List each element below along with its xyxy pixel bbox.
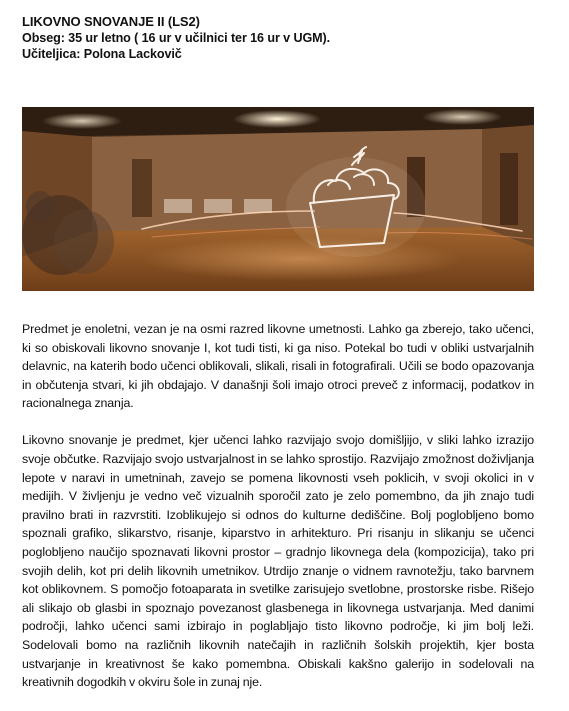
light-painting-photo bbox=[22, 107, 534, 291]
teacher-name: Učiteljica: Polona Lackovič bbox=[22, 47, 182, 61]
course-scope: Obseg: 35 ur letno ( 16 ur v učilnici ter 16 ur v UGM). bbox=[22, 31, 331, 45]
document-header bbox=[22, 14, 552, 62]
body-text bbox=[22, 320, 534, 692]
page-title: LIKOVNO SNOVANJE II (LS2) bbox=[22, 14, 200, 29]
paragraph-intro: Predmet je enoletni, vezan je na osmi razred likovne umetnosti. Lahko ga zberejo, tako učenci, ki so obiskovali likovno snovanje I, kot tudi tisti, ki ga niso. Potekal bo tudi v obliki ustvarjalnih delavnic, na katerih bodo učenci oblikovali, slikali, risali in fotografirali. Učili se bodo opazovanja in občutenja stvari, ki jih obdajajo. V današnji šoli imajo otroci preveč z informacij, podatkov in racionalnega znanja. bbox=[22, 322, 534, 411]
paragraph-description: Likovno snovanje je predmet, kjer učenci lahko razvijajo svojo domišljijo, v sliki lahko izrazijo svoje občutke. Razvijajo svojo ustvarjalnost in se lahko sprostijo. Razvijajo zmožnost doživljanja lepote v naravi in umetninah, zavejo se pomena likovnosti vseh poklicih, v svoji okolici in v medijih. V življenju je vedno več vizualnih sporočil zato je zelo pomembno, da jih znajo tudi pravilno brati in razvrstiti. Izoblikujejo si odnos do kulturne dediščine. Bolj poglobljeno bomo spoznali grafiko, slikarstvo, risanje, kiparstvo in arhitekturo. Pri risanju in slikanju se učenci poglobljeno naučijo spoznavati likovni prostor – gradnjo likovnega dela (kompozicija), tako pri svojih delih, kot pri delih likovnih umetnikov. Utrdijo znanje o vidnem ravnotežju, tako barvnem kot oblikovnem. S pomočjo fotoaparata in svetilke zarisujejo svetlobne, prostorske risbe. Rišejo ali slikajo ob glasbi in spoznajo povezanost glasbenega in likovnega ustvarjanja. Med danimi področji, lahko učenci sami izbirajo in poglabljajo tisto likovno področje, ki jim bolj leži. Sodelovali bomo na različnih likovnih natečajih in različnih šolskih projektih, kjer bosta ustvarjanje in kreativnost še kako pomembna. Obiskali kakšno galerijo in sodelovali na kreativnih dogodkih v okviru šole in zunaj nje. bbox=[22, 433, 534, 690]
